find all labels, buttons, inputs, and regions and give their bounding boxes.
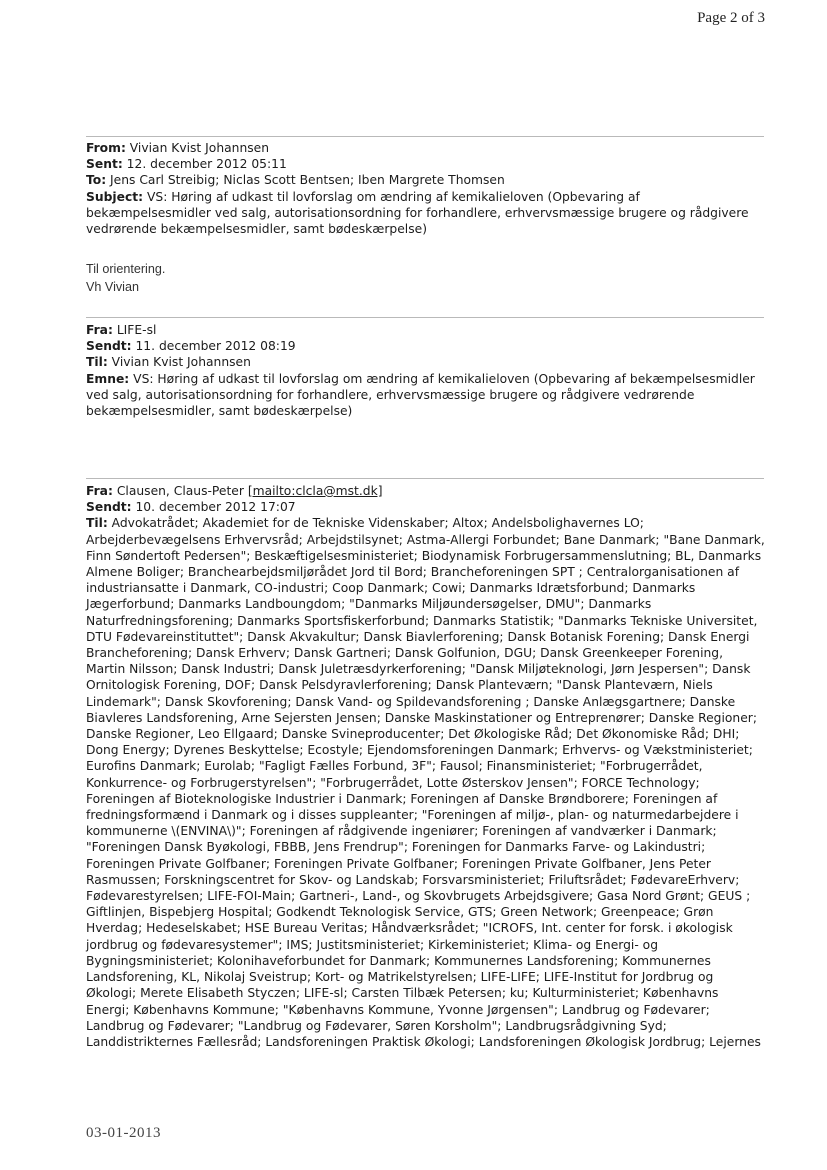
sent-label: Sendt: (86, 500, 132, 515)
note-line: Vh Vivian (86, 280, 139, 294)
recipient-line: Konkurrence- og Forbrugerstyrelsen"; "Forbrugerrådet, Lotte Østerskov Jensen"; FORCE Technology; (86, 775, 700, 790)
from-value: LIFE-sl (116, 323, 157, 337)
recipient-line: Rasmussen; Forskningscentret for Skov- og Landskab; Forsvarsministeriet; Friluftsrådet; FødevareErhverv; (86, 872, 740, 887)
from-label: From: (86, 141, 126, 155)
email-header-3 (86, 483, 766, 1050)
from-row (86, 140, 766, 156)
from-label: Fra: (86, 484, 113, 498)
recipient-line: Landsforening, KL, Nikolaj Sveistrup; Kort- og Matrikelstyrelsen; LIFE-LIFE; LIFE-Institut for Jordbrug og (86, 970, 714, 985)
sent-row (86, 338, 766, 354)
subject-row (86, 371, 766, 387)
note-text (86, 260, 165, 296)
recipient-line: Fødevarestyrelsen; LIFE-FOI-Main; Gartneri-, Land-, og Skovbrugets Arbejdsgivere; Gasa Nord Grønt; GEUS ; (86, 889, 751, 904)
recipient-line: Naturfredningsforening; Danmarks Sportsfiskerforbund; Danmarks Statistik; "Danmarks Tekniske Universitet, (86, 613, 758, 628)
to-label: Til: (86, 516, 108, 531)
subject-line: vedrørende bekæmpelsesmidler, samt bødeskærpelse) (86, 222, 427, 237)
recipient-line: Giftlinjen, Bispebjerg Hospital; Godkendt Teknologisk Service, GTS; Green Network; Greenpeace; Grøn (86, 905, 714, 920)
recipient-line: kommunerne \(ENVINA\)"; Foreningen af rådgivende ingeniører; Foreningen af vandværker i Danmark; (86, 824, 717, 839)
subject-row (86, 189, 766, 205)
recipient-line: Danske Regioner, Leo Ellgaard; Danske Svineproducenter; Det Økologiske Råd; Det Økonomiske Råd; DHI; (86, 727, 740, 742)
recipient-line: jordbrug og fødevaresystemer"; IMS; Justitsministeriet; Kirkeministeriet; Klima- og Energi- og (86, 937, 659, 952)
recipient-line: Almene Boliger; Branchearbejdsmiljørådet Jord til Bord; Brancheforeningen SPT ; Centralorganisationen af (86, 565, 740, 580)
subject-line: bekæmpelsesmidler ved salg, autorisationsordning for forhandlere, erhvervsmæssige brugere og rådgivere (86, 205, 749, 220)
recipient-line: Brancheforening; Dansk Erhverv; Dansk Gartneri; Dansk Golfunion, DGU; Dansk Greenkeeper Forening, (86, 646, 723, 661)
recipient-line: Landbrug og Fødevarer; "Landbrug og Fødevarer, Søren Korsholm"; Landbrugsrådgivning Syd; (86, 1018, 667, 1033)
sent-value: 12. december 2012 05:11 (126, 157, 287, 172)
sent-value: 10. december 2012 17:07 (135, 500, 296, 515)
recipient-line: Bygningsministeriet; Kolonihaveforbundet for Danmark; Kommunernes Landsforening; Kommunernes (86, 953, 711, 968)
to-value: Jens Carl Streibig; Niclas Scott Bentsen; Iben Margrete Thomsen (110, 173, 505, 188)
to-label: To: (86, 173, 107, 188)
recipient-line: fredningsformænd i Danmark og i disses suppleanter; "Foreningen af miljø-, plan- og naturmedarbejdere i (86, 808, 739, 823)
to-value: Vivian Kvist Johannsen (111, 355, 251, 370)
recipient-line: Martin Nilsson; Dansk Industri; Dansk Juletræsdyrkerforening; "Dansk Miljøteknologi, Jørn Jespersen"; Dansk (86, 662, 751, 677)
sent-label: Sendt: (86, 339, 132, 354)
page-number: Page 2 of 3 (697, 10, 765, 26)
sent-row (86, 156, 766, 172)
email-header-2 (86, 322, 766, 419)
from-label: Fra: (86, 323, 113, 337)
note-line: Til orientering. (86, 262, 166, 276)
recipient-line: Arbejderbevægelsens Erhvervsråd; Arbejdstilsynet; Astma-Allergi Forbundet; Bane Danmark; "Bane Danmark, (86, 532, 765, 547)
from-row (86, 322, 766, 338)
from-value: Clausen, Claus-Peter (116, 484, 244, 498)
from-row (86, 483, 766, 499)
recipient-line: Dong Energy; Dyrenes Beskyttelse; Ecostyle; Ejendomsforeningen Danmark; Erhvervs- og Vækstministeriet; (86, 743, 753, 758)
subject-line: VS: Høring af udkast til lovforslag om ændring af kemikalieloven (Opbevaring af bekæmpelsesmidler (133, 371, 755, 386)
subject-line: bekæmpelsesmidler, samt bødeskærpelse) (86, 404, 353, 419)
recipient-line: Energi; Københavns Kommune; "Københavns Kommune, Yvonne Jørgensen"; Landbrug og Fødevarer; (86, 1002, 710, 1017)
subject-label: Emne: (86, 371, 130, 386)
recipient-line: DTU Fødevareinstituttet"; Dansk Akvakultur; Dansk Biavlerforening; Dansk Botanisk Forening; Dansk Energi (86, 629, 750, 644)
to-row (86, 515, 766, 531)
recipient-line: Foreningen Private Golfbaner; Foreningen Private Golfbaner; Foreningen Private Golfbaner, Jens Peter (86, 856, 711, 871)
subject-line: VS: Høring af udkast til lovforslag om ændring af kemikalieloven (Opbevaring af (146, 189, 640, 204)
subject-line: ved salg, autorisationsordning for forhandlere, erhvervsmæssige brugere og rådgivere vedrørende (86, 387, 695, 402)
recipient-line: industriansatte i Danmark, CO-industri; Coop Danmark; Cowi; Danmarks Idrætsforbund; Danmarks (86, 581, 696, 596)
recipient-line: Jægerforbund; Danmarks Landboungdom; "Danmarks Miljøundersøgelser, DMU"; Danmarks (86, 597, 652, 612)
recipient-line: Finn Søndertoft Pedersen"; Beskæftigelsesministeriet; Biodynamisk Forbrugersammenslutning; BL, Danmarks (86, 548, 762, 563)
to-label: Til: (86, 355, 108, 370)
sent-row (86, 499, 766, 515)
sent-label: Sent: (86, 157, 123, 172)
recipient-line: Økologi; Merete Elisabeth Styczen; LIFE-sl; Carsten Tilbæk Petersen; ku; Kulturministeriet; Københavns (86, 986, 719, 1001)
subject-label: Subject: (86, 189, 144, 204)
email-header-1 (86, 140, 766, 237)
separator-rule (86, 136, 764, 137)
recipient-list (86, 532, 766, 1051)
recipient-line: Hverdag; Hedeselskabet; HSE Bureau Veritas; Håndværksrådet; "ICROFS, Int. center for forsk. i økologisk (86, 921, 733, 936)
recipient-line: Lindemark"; Dansk Skovforening; Dansk Vand- og Spildevandsforening ; Danske Anlægsgartnere; Danske (86, 694, 736, 709)
separator-rule (86, 317, 764, 318)
recipient-line: Advokatrådet; Akademiet for de Tekniske Videnskaber; Altox; Andelsbolighavernes LO; (111, 516, 644, 531)
mailto-link[interactable]: [mailto:clcla@mst.dk] (247, 484, 383, 498)
recipient-line: "Foreningen Dansk Byøkologi, FBBB, Jens Frendrup"; Foreningen for Danmarks Farve- og Lakindustri; (86, 840, 706, 855)
recipient-line: Landdistrikternes Fællesråd; Landsforeningen Praktisk Økologi; Landsforeningen Økologisk Jordbrug; Lejernes (86, 1034, 761, 1049)
to-row (86, 354, 766, 370)
footer-date: 03-01-2013 (86, 1125, 161, 1141)
to-row (86, 172, 766, 188)
recipient-line: Biavleres Landsforening, Arne Sejersten Jensen; Danske Maskinstationer og Entreprenører; Danske Regioner; (86, 710, 757, 725)
recipient-line: Foreningen af Bioteknologiske Industrier i Danmark; Foreningen af Danske Brøndborere; Foreningen af (86, 791, 718, 806)
separator-rule (86, 478, 764, 479)
recipient-line: Eurofins Danmark; Eurolab; "Fagligt Fælles Forbund, 3F"; Fausol; Finansministeriet; "Forbrugerrådet, (86, 759, 703, 774)
from-value: Vivian Kvist Johannsen (129, 141, 269, 155)
recipient-line: Ornitologisk Forening, DOF; Dansk Pelsdyravlerforening; Dansk Planteværn; "Dansk Planteværn, Niels (86, 678, 713, 693)
sent-value: 11. december 2012 08:19 (135, 339, 296, 354)
